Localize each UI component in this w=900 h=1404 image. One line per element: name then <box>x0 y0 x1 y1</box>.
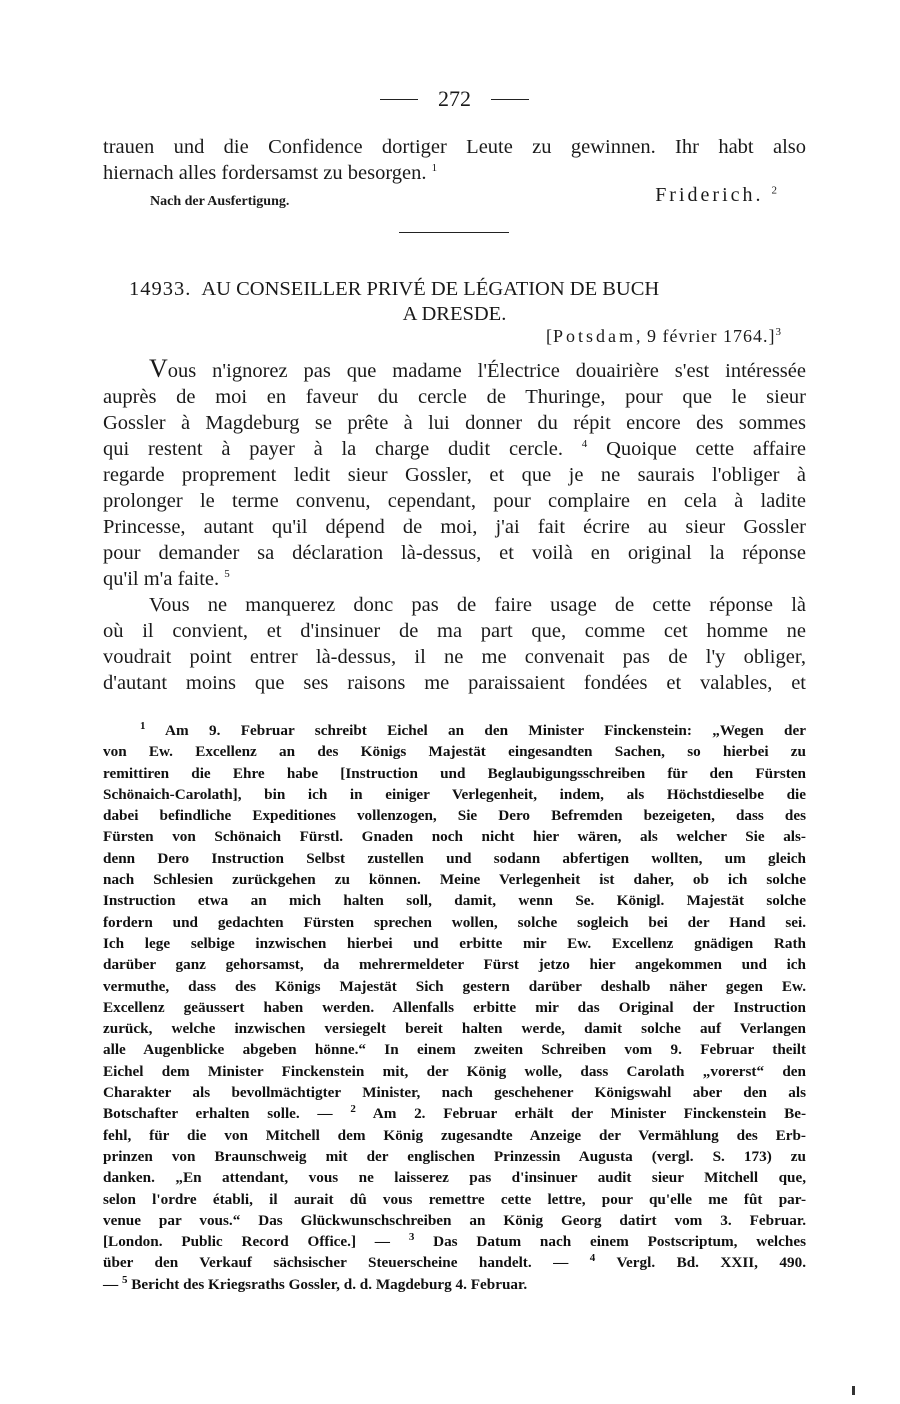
letter-body <box>103 356 806 696</box>
footnote-line: selon l'ordre établi, il aurait dû vous remettre cette lettre, pour qu'elle me fût par- <box>103 1190 806 1208</box>
header-dash-right <box>491 99 529 100</box>
footnote-line: vermuthe, dass des Königs Majestät Sich gestern darüber deshalb näher gegen Ew. <box>103 977 806 995</box>
text-line: prolonger le terme convenu, cependant, pour complaire en cela à ladite <box>103 490 806 512</box>
footnote-line: Schönaich-Carolath], bin ich in einiger Verlegenheit, indem, als Höchstdieselbe die <box>103 785 806 803</box>
footnote-line: Charakter als bevollmächtigter Minister, nach geschehener Königswahl aber den als <box>103 1084 806 1102</box>
text-line: hiernach alles fordersamst zu besorgen. $^1$ <box>103 162 438 184</box>
footnote-line: fehl, für die von Mitchell dem König zugesandte Anzeige der Vermählung des Erb- <box>103 1126 806 1144</box>
footnote-line: $^1$ Am 9. Februar schreibt Eichel an den Minister Finckenstein: „Wegen der <box>140 719 806 739</box>
footnote-number: 3 <box>408 1231 415 1244</box>
footnote-number: 4 <box>589 1252 596 1265</box>
letter-number: 14933. <box>129 278 192 300</box>
footnote-ref: 5 <box>224 568 230 581</box>
text-line: Vous ne manquerez donc pas de faire usage de cette réponse là <box>149 594 806 616</box>
previous-letter-ending <box>103 134 806 186</box>
text-line: qui restent à payer à la charge dudit cercle. $^4$ Quoique cette affaire <box>103 438 807 460</box>
header-dash-left <box>380 99 418 100</box>
footnote-line: [London. Public Record Office.] — $^3$ Das Datum nach einem Postscriptum, welches <box>103 1231 806 1251</box>
footnote-line: Botschafter erhalten solle. — $^2$ Am 2. Februar erhält der Minister Finckenstein Be- <box>103 1103 807 1123</box>
text-line: voudrait point entrer là-dessus, il ne me convenait pas de l'y obliger, <box>103 646 806 668</box>
heading-addressee: AU CONSEILLER PRIVÉ DE LÉGATION DE BUCH <box>201 278 660 300</box>
footnote-number: 1 <box>140 719 146 732</box>
footnote-ref: 1 <box>431 162 438 175</box>
footnote-line: — $^5$ Bericht des Kriegsraths Gossler, d. d. Magdeburg 4. Februar. <box>103 1273 528 1293</box>
footnote-line: zurück, welche inzwischen versiegelt bereit halten werde, damit solche auf Verlangen <box>103 1020 806 1038</box>
separator-rule <box>399 232 509 233</box>
text-line: Vous n'ignorez pas que madame l'Électrice douairière s'est intéressée <box>149 354 806 383</box>
page-header <box>103 86 806 112</box>
text-line: d'autant moins que ses raisons me paraissaient fondées et valables, et <box>103 672 806 694</box>
footnote-line: Eichel dem Minister Finckenstein mit, der König wolle, dass Carolath „vorerst“ den <box>103 1062 806 1080</box>
footnote-line: nach Schlesien zurückgehen zu können. Meine Verlegenheit ist daher, ob ich solche <box>103 871 806 889</box>
footnote-line: von Ew. Excellenz an des Königs Majestät eingesandten Sachen, so hierbei zu <box>103 743 806 761</box>
footnote-number: 5 <box>121 1273 128 1286</box>
date-place: Potsdam <box>553 326 637 346</box>
text-line: Gossler à Magdeburg se prête à lui donner du répit encore des sommes <box>103 412 806 434</box>
footnote-line: Ich lege selbige inzwischen hierbei und erbitte mir Ew. Excellenz gnädigen Rath <box>103 934 806 952</box>
footnote-line: venue par vous.“ Das Glückwunschschreiben an König Georg datirt vom 3. Februar. <box>103 1211 806 1229</box>
footnote-ref: 3 <box>775 326 782 338</box>
text-line: auprès de moi en faveur du cercle de Thuringe, pour que le sieur <box>103 386 806 408</box>
text-line: pour demander sa déclaration là-dessus, et voilà en original la réponse <box>103 542 806 564</box>
footnote-line: prinzen von Braunschweig mit der englischen Prinzessin Augusta (vergl. S. 173) zu <box>103 1147 806 1165</box>
text-line: trauen und die Confidence dortiger Leute zu gewinnen. Ihr habt also <box>103 136 806 158</box>
source-note: Nach der Ausfertigung. <box>150 194 290 209</box>
footnote-line: dabei befindliche Expeditiones vollenzogen, Sie Dero Befremden bezeigeten, dass des <box>103 807 806 825</box>
footnotes <box>103 720 806 1295</box>
scan-mark <box>852 1386 855 1395</box>
footnote-line: Fürsten von Schönaich Fürstl. Gnaden noch nicht hier wären, als welcher Sie als- <box>103 828 806 846</box>
page-number: 272 <box>438 86 471 111</box>
text-line: où il convient, et d'insinuer de ma part que, comme cet homme ne <box>103 620 806 642</box>
signature: Friderich. $^2$ <box>655 184 780 206</box>
dateline: [Potsdam, 9 février 1764.]$^3$ <box>546 326 782 346</box>
heading-line <box>103 277 806 302</box>
initial-letter: V <box>149 354 168 383</box>
footnote-line: fordern und gedachten Fürsten sprechen wollen, solche sogleich bei der Hand sei. <box>103 913 806 931</box>
footnote-line: alle Augenblicke abgeben hönne.“ In einem zweiten Schreiben vom 9. Februar theilt <box>103 1041 806 1059</box>
text-line: Princesse, autant qu'il dépend de moi, j'ai fait écrire au sieur Gossler <box>103 516 806 538</box>
footnote-ref: 4 <box>581 438 588 451</box>
footnote-line: danken. „En attendant, vous ne laisserez pas d'insinuer audit sieur Mitchell que, <box>103 1169 806 1187</box>
footnote-line: über den Verkauf sächsischer Steuerscheine handelt. — $^4$ Vergl. Bd. XXII, 490. <box>103 1252 806 1272</box>
footnote-line: Instruction etwa an mich halten soll, damit, wenn Se. Königl. Majestät solche <box>103 892 806 910</box>
text-line: regarde proprement ledit sieur Gossler, et que je ne saurais l'obliger à <box>103 464 806 486</box>
source-row <box>103 184 806 214</box>
footnote-number: 2 <box>350 1103 356 1116</box>
footnote-line: darüber ganz gehorsamst, da mehrermeldeter Fürst jetzo hier angekommen und ich <box>103 956 806 974</box>
footnote-line: remittiren die Ehre habe [Instruction und Beglaubigungsschreiben für den Fürsten <box>103 764 806 782</box>
footnote-line: denn Dero Instruction Selbst zustellen und sodann abfertigen wollten, um gleich <box>103 849 806 867</box>
text-line: qu'il m'a faite. $^5$ <box>103 568 230 590</box>
footnote-line: Excellenz geäussert haben werden. Allenfalls erbitte mir das Original der Instruction <box>103 998 806 1016</box>
footnote-ref: 2 <box>771 184 780 197</box>
heading-place: A DRESDE. <box>402 303 507 325</box>
letter-heading <box>103 277 806 327</box>
